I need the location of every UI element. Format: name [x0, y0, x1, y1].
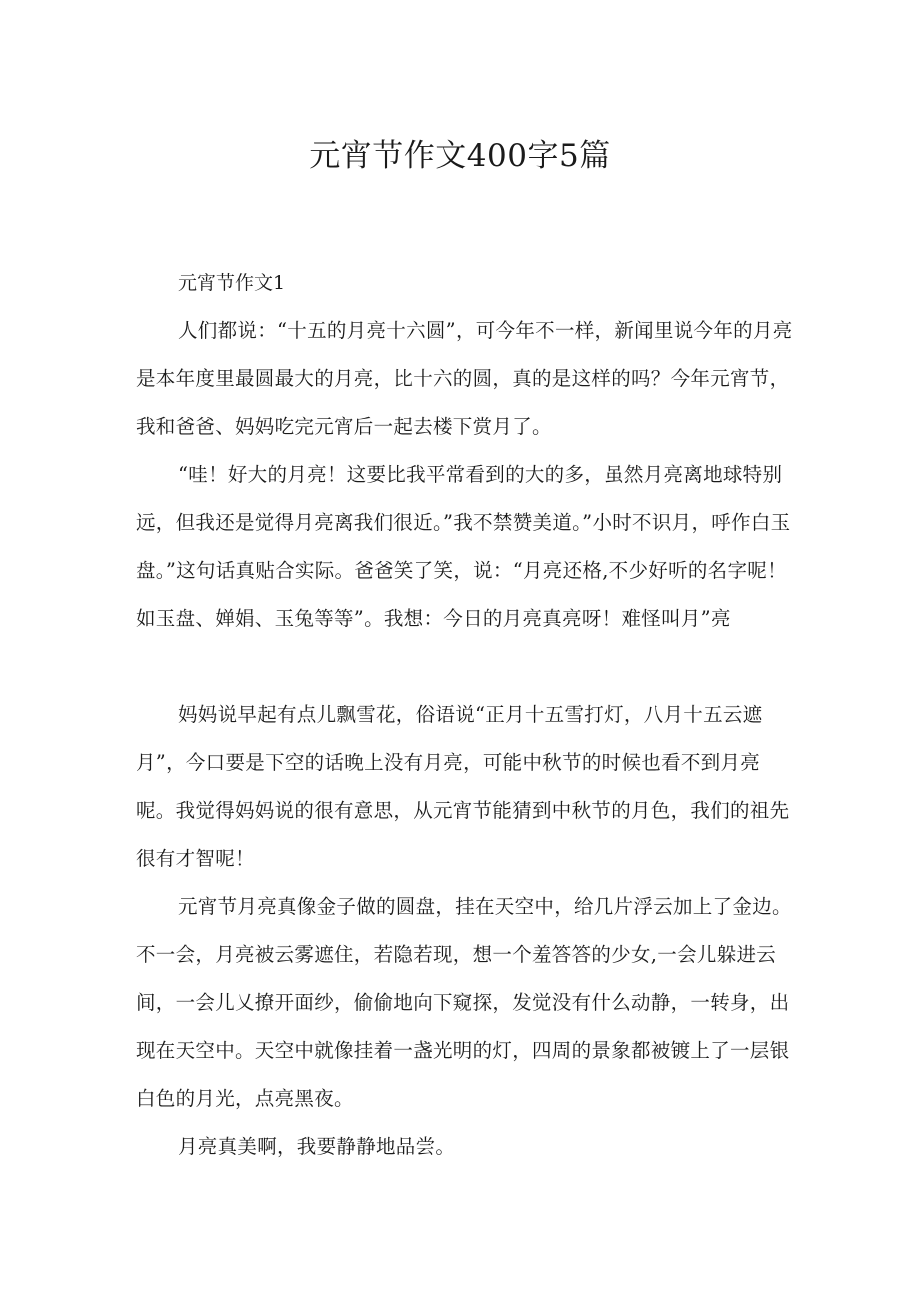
paragraph: 月亮真美啊，我要静静地品尝。: [178, 1135, 456, 1158]
paragraph: “哇！好大的月亮！这要比我平常看到的大的多，虽然月亮离地球特别远，但我还是觉得月亮离我们很近。”我不禁赞美道。”小时不识月，呼作白玉盘。”这句话真贴合实际。爸爸笑了笑，说：“月亮还格,不少好听的名字呢！如玉盘、婵娟、玉兔等等”。我想：今日的月亮真亮呀！难怪叫月”亮: [136, 463, 791, 630]
paragraph: 妈妈说早起有点儿飘雪花，俗语说“正月十五雪打灯，八月十五云遮月”，今口要是下空的话晚上没有月亮，可能中秋节的时候也看不到月亮呢。我觉得妈妈说的很有意思，从元宵节能猜到中秋节的月色，我们的祖先很有才智呢！: [136, 703, 790, 870]
paragraph: 人们都说：“十五的月亮十六圆”，可今年不一样，新闻里说今年的月亮是本年度里最圆最大的月亮，比十六的圆，真的是这样的吗？今年元宵节，我和爸爸、妈妈吃完元宵后一起去楼下赏月了。: [136, 319, 793, 438]
essay-subheading: 元宵节作文1: [178, 272, 286, 294]
document-title: 元宵节作文400字5篇: [309, 138, 611, 174]
paragraph: 元宵节月亮真像金子做的圆盘，挂在天空中，给几片浮云加上了金边。不一会，月亮被云雾遮住，若隐若现，想一个羞答答的少女,一会儿躲进云间，一会儿乂撩开面纱，偷偷地向下窥探，发觉没有什么动静，一转身，出现在天空中。天空中就像挂着一盏光明的灯，四周的景象都被镀上了一层银白色的月光，点亮黑夜。: [136, 895, 792, 1110]
